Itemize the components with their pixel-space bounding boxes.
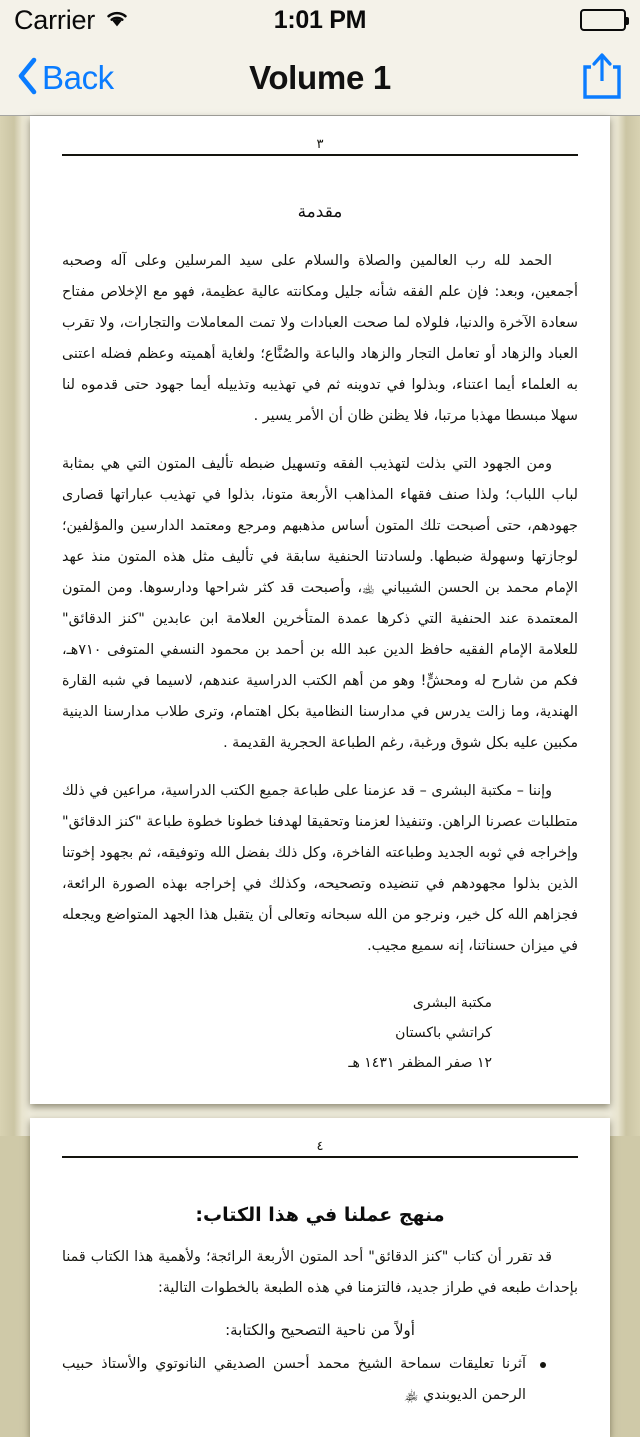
colophon-location: كراتشي باكستان (395, 1025, 492, 1041)
section-heading: منهج عملنا في هذا الكتاب: (195, 1204, 445, 1226)
body-paragraph: ومن الجهود التي بذلت لتهذيب الفقه وتسهيل ضبطه تأليف المتون التي هي بمثابة لباب اللباب؛ ولذا صنف فقهاء المذاهب الأربعة متونا، بذلوا في تهذيب عباراتها قصارى جهودهم، حتى أصبحت تلك المتون أساس مذهبهم ومرجع ومعتمد الدارسين والمؤلفين؛ لوجازتها وسهولة ضبطها. ولسادتنا الحنفية سابقة في تأليف مثل هذه المتون منذ عهد الإمام محمد بن الحسن الشيباني ﵀، وأصبحت قد كثر شراحها ودارسوها. ومن المتون المعتمدة عند الحنفية التي ذكرها عمدة المتأخرين العلامة ابن عابدين "كنز الدقائق" للعلامة الإمام الفقيه حافظ الدين عبد الله بن أحمد بن محمود النسفي المتوفى ٧١٠هـ، فكم من شارح له ومحشٍّ! وهو من أهم الكتب الدراسية عندهم، لاسيما في شبه القارة الهندية، وما زالت يدرس في مدارسنا النظامية بكل اهتمام، وترى طلاب مدارسنا الدينية مكبين عليه بكل شوق ورغبة، رغم الطباعة الحجرية القديمة . (62, 456, 578, 751)
document-reader-scroll-area[interactable] (0, 116, 640, 1403)
navigation-bar (0, 40, 640, 116)
status-bar-right (580, 9, 626, 31)
status-bar-left (14, 5, 130, 36)
share-upload-icon (580, 50, 624, 105)
colophon-block (62, 988, 578, 1078)
colophon-publisher: مكتبة البشرى (412, 995, 492, 1011)
chevron-left-icon (16, 56, 38, 99)
carrier-label: Carrier (14, 4, 96, 35)
page-title: Volume 1 (249, 58, 391, 96)
header-rule (62, 1156, 578, 1158)
body-paragraph: قد تقرر أن كتاب "كنز الدقائق" أحد المتون الأربعة الرائجة؛ ولأهمية هذا الكتاب قمنا بإحداث طبعه في طراز جديد، فالتزمنا في هذه الطبعة بالخطوات التالية: (62, 1249, 578, 1296)
page-folio-number: ٤ (316, 1139, 324, 1154)
status-bar (0, 0, 640, 40)
page-folio-number: ٣ (316, 137, 324, 152)
header-rule (62, 154, 578, 156)
body-paragraph: وإننا – مكتبة البشرى – قد عزمنا على طباعة جميع الكتب الدراسية، مراعين في ذلك متطلبات عصرنا الراهن. وتنفيذا لعزمنا وتحقيقا لهدفنا خطونا خطوة طباعة "كنز الدقائق" وإخراجه في ثوبه الجديد وطباعته الفاخرة، وكل ذلك بفضل الله وتوفيقه، ثم بجهود إخوتنا الذين بذلوا مجهودهم في تنضيده وتصحيحه، وكذلك في إخراجه بهذه الصورة الرائعة، فجزاهم الله كل خير، ونرجو من الله سبحانه وتعالى أن يتقبل هذا الجهد المتواضع ويجعله في ميزان حسناتنا، إنه سميع مجيب. (62, 783, 578, 954)
document-page (30, 116, 610, 1104)
body-paragraph: الحمد لله رب العالمين والصلاة والسلام على سيد المرسلين وعلى آله وصحبه أجمعين، وبعد: فإن علم الفقه شأنه جليل ومكانته عالية عظيمة، فهو مع الإخلاص مفتاح سعادة الآخرة والدنيا، فلولاه لما صحت العبادات ولا تمت المعاملات والتجارات، ولا تقرب العباد والزهاد أو تعامل التجار والزهاد والباعة والصُنَّاع؛ ولغاية أهميته وعظم فضله اعتنى به العلماء أيما اعتناء، وبذلوا في تدوينه ثم في تهذيبه وتذييله أيما جهود حتى قدموه لنا سهلا مبسطا مهذبا مرتبا، فلا يظنن ظان أن الأمر يسير . (62, 253, 578, 424)
list-item: آثرنا تعليقات سماحة الشيخ محمد أحسن الصديقي النانوتوي والأستاذ حبيب الرحمن الديوبندي ﵏ (62, 1349, 548, 1411)
status-bar-clock: 1:01 PM (273, 5, 367, 34)
document-heading: مقدمة (297, 202, 343, 222)
back-button-label: Back (42, 58, 114, 96)
wifi-icon (104, 8, 130, 33)
share-button[interactable] (580, 50, 624, 105)
sub-heading: أولاً من ناحية التصحيح والكتابة: (225, 1321, 415, 1339)
bullet-list (62, 1349, 578, 1411)
battery-full-icon (580, 9, 626, 31)
colophon-date: ١٢ صفر المظفر ١٤٣١ هـ (348, 1055, 492, 1071)
document-page (30, 1118, 610, 1437)
back-button[interactable] (16, 56, 114, 99)
